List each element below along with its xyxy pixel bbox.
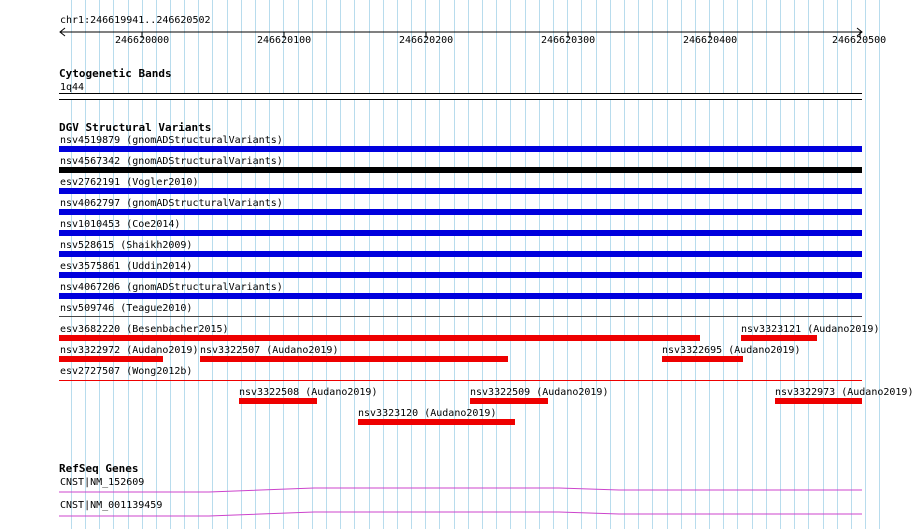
variant-bar[interactable]	[59, 251, 862, 257]
ruler-tick-label: 246620200	[399, 35, 454, 46]
variant-label[interactable]: nsv509746 (Teague2010)	[60, 303, 193, 314]
ruler-tick-label: 246620300	[541, 35, 596, 46]
variant-label[interactable]: nsv3322507 (Audano2019)	[200, 345, 339, 356]
variant-bar[interactable]	[59, 167, 862, 173]
variant-label[interactable]: nsv3322508 (Audano2019)	[239, 387, 378, 398]
variant-label[interactable]: esv2727507 (Wong2012b)	[60, 366, 193, 377]
transcript-label[interactable]: CNST|NM_001139459	[60, 500, 163, 511]
variant-bar[interactable]	[59, 209, 862, 215]
variant-label[interactable]: nsv4567342 (gnomADStructuralVariants)	[60, 156, 283, 167]
ruler-tick-label: 246620400	[683, 35, 738, 46]
ruler-tick-label: 246620100	[257, 35, 312, 46]
cytoband-bar[interactable]	[59, 93, 862, 100]
variant-bar[interactable]	[59, 335, 700, 341]
ruler-tick-label: 246620500	[832, 35, 887, 46]
variant-label[interactable]: nsv4062797 (gnomADStructuralVariants)	[60, 198, 283, 209]
variant-bar[interactable]	[59, 188, 862, 194]
variant-thin-line[interactable]	[59, 316, 862, 317]
variant-label[interactable]: nsv3322695 (Audano2019)	[662, 345, 801, 356]
transcript-intron-line[interactable]	[59, 485, 862, 495]
variant-label[interactable]: nsv528615 (Shaikh2009)	[60, 240, 193, 251]
variant-label[interactable]: esv2762191 (Vogler2010)	[60, 177, 199, 188]
variant-label[interactable]: nsv3323120 (Audano2019)	[358, 408, 497, 419]
transcript-intron-line[interactable]	[59, 508, 862, 518]
variant-label[interactable]: nsv3322509 (Audano2019)	[470, 387, 609, 398]
variant-label[interactable]: nsv3322973 (Audano2019)	[775, 387, 913, 398]
variant-bar[interactable]	[59, 356, 163, 362]
variant-label[interactable]: nsv1010453 (Coe2014)	[60, 219, 181, 230]
variant-bar[interactable]	[741, 335, 817, 341]
transcript-label[interactable]: CNST|NM_152609	[60, 477, 145, 488]
track-title: DGV Structural Variants	[59, 121, 212, 134]
variant-label[interactable]: nsv3322972 (Audano2019)	[60, 345, 199, 356]
variant-bar[interactable]	[200, 356, 508, 362]
variant-bar[interactable]	[59, 293, 862, 299]
variant-label[interactable]: esv3575861 (Uddin2014)	[60, 261, 193, 272]
variant-label[interactable]: nsv4519879 (gnomADStructuralVariants)	[60, 135, 283, 146]
variant-bar[interactable]	[470, 398, 548, 404]
ruler-tick-label: 246620000	[115, 35, 170, 46]
variant-thin-line[interactable]	[59, 380, 862, 381]
variant-bar[interactable]	[775, 398, 862, 404]
ruler-location: chr1:246619941..246620502	[60, 15, 211, 26]
variant-bar[interactable]	[59, 230, 862, 236]
variant-bar[interactable]	[59, 146, 862, 152]
variant-bar[interactable]	[59, 272, 862, 278]
track-title: Cytogenetic Bands	[59, 67, 172, 80]
variant-bar[interactable]	[662, 356, 743, 362]
variant-label[interactable]: nsv4067206 (gnomADStructuralVariants)	[60, 282, 283, 293]
cytoband-label: 1q44	[60, 82, 85, 93]
variant-label[interactable]: esv3682220 (Besenbacher2015)	[60, 324, 229, 335]
variant-bar[interactable]	[239, 398, 317, 404]
ruler-axis	[58, 26, 866, 42]
track-title: RefSeq Genes	[59, 462, 139, 475]
variant-bar[interactable]	[358, 419, 515, 425]
variant-label[interactable]: nsv3323121 (Audano2019)	[741, 324, 880, 335]
